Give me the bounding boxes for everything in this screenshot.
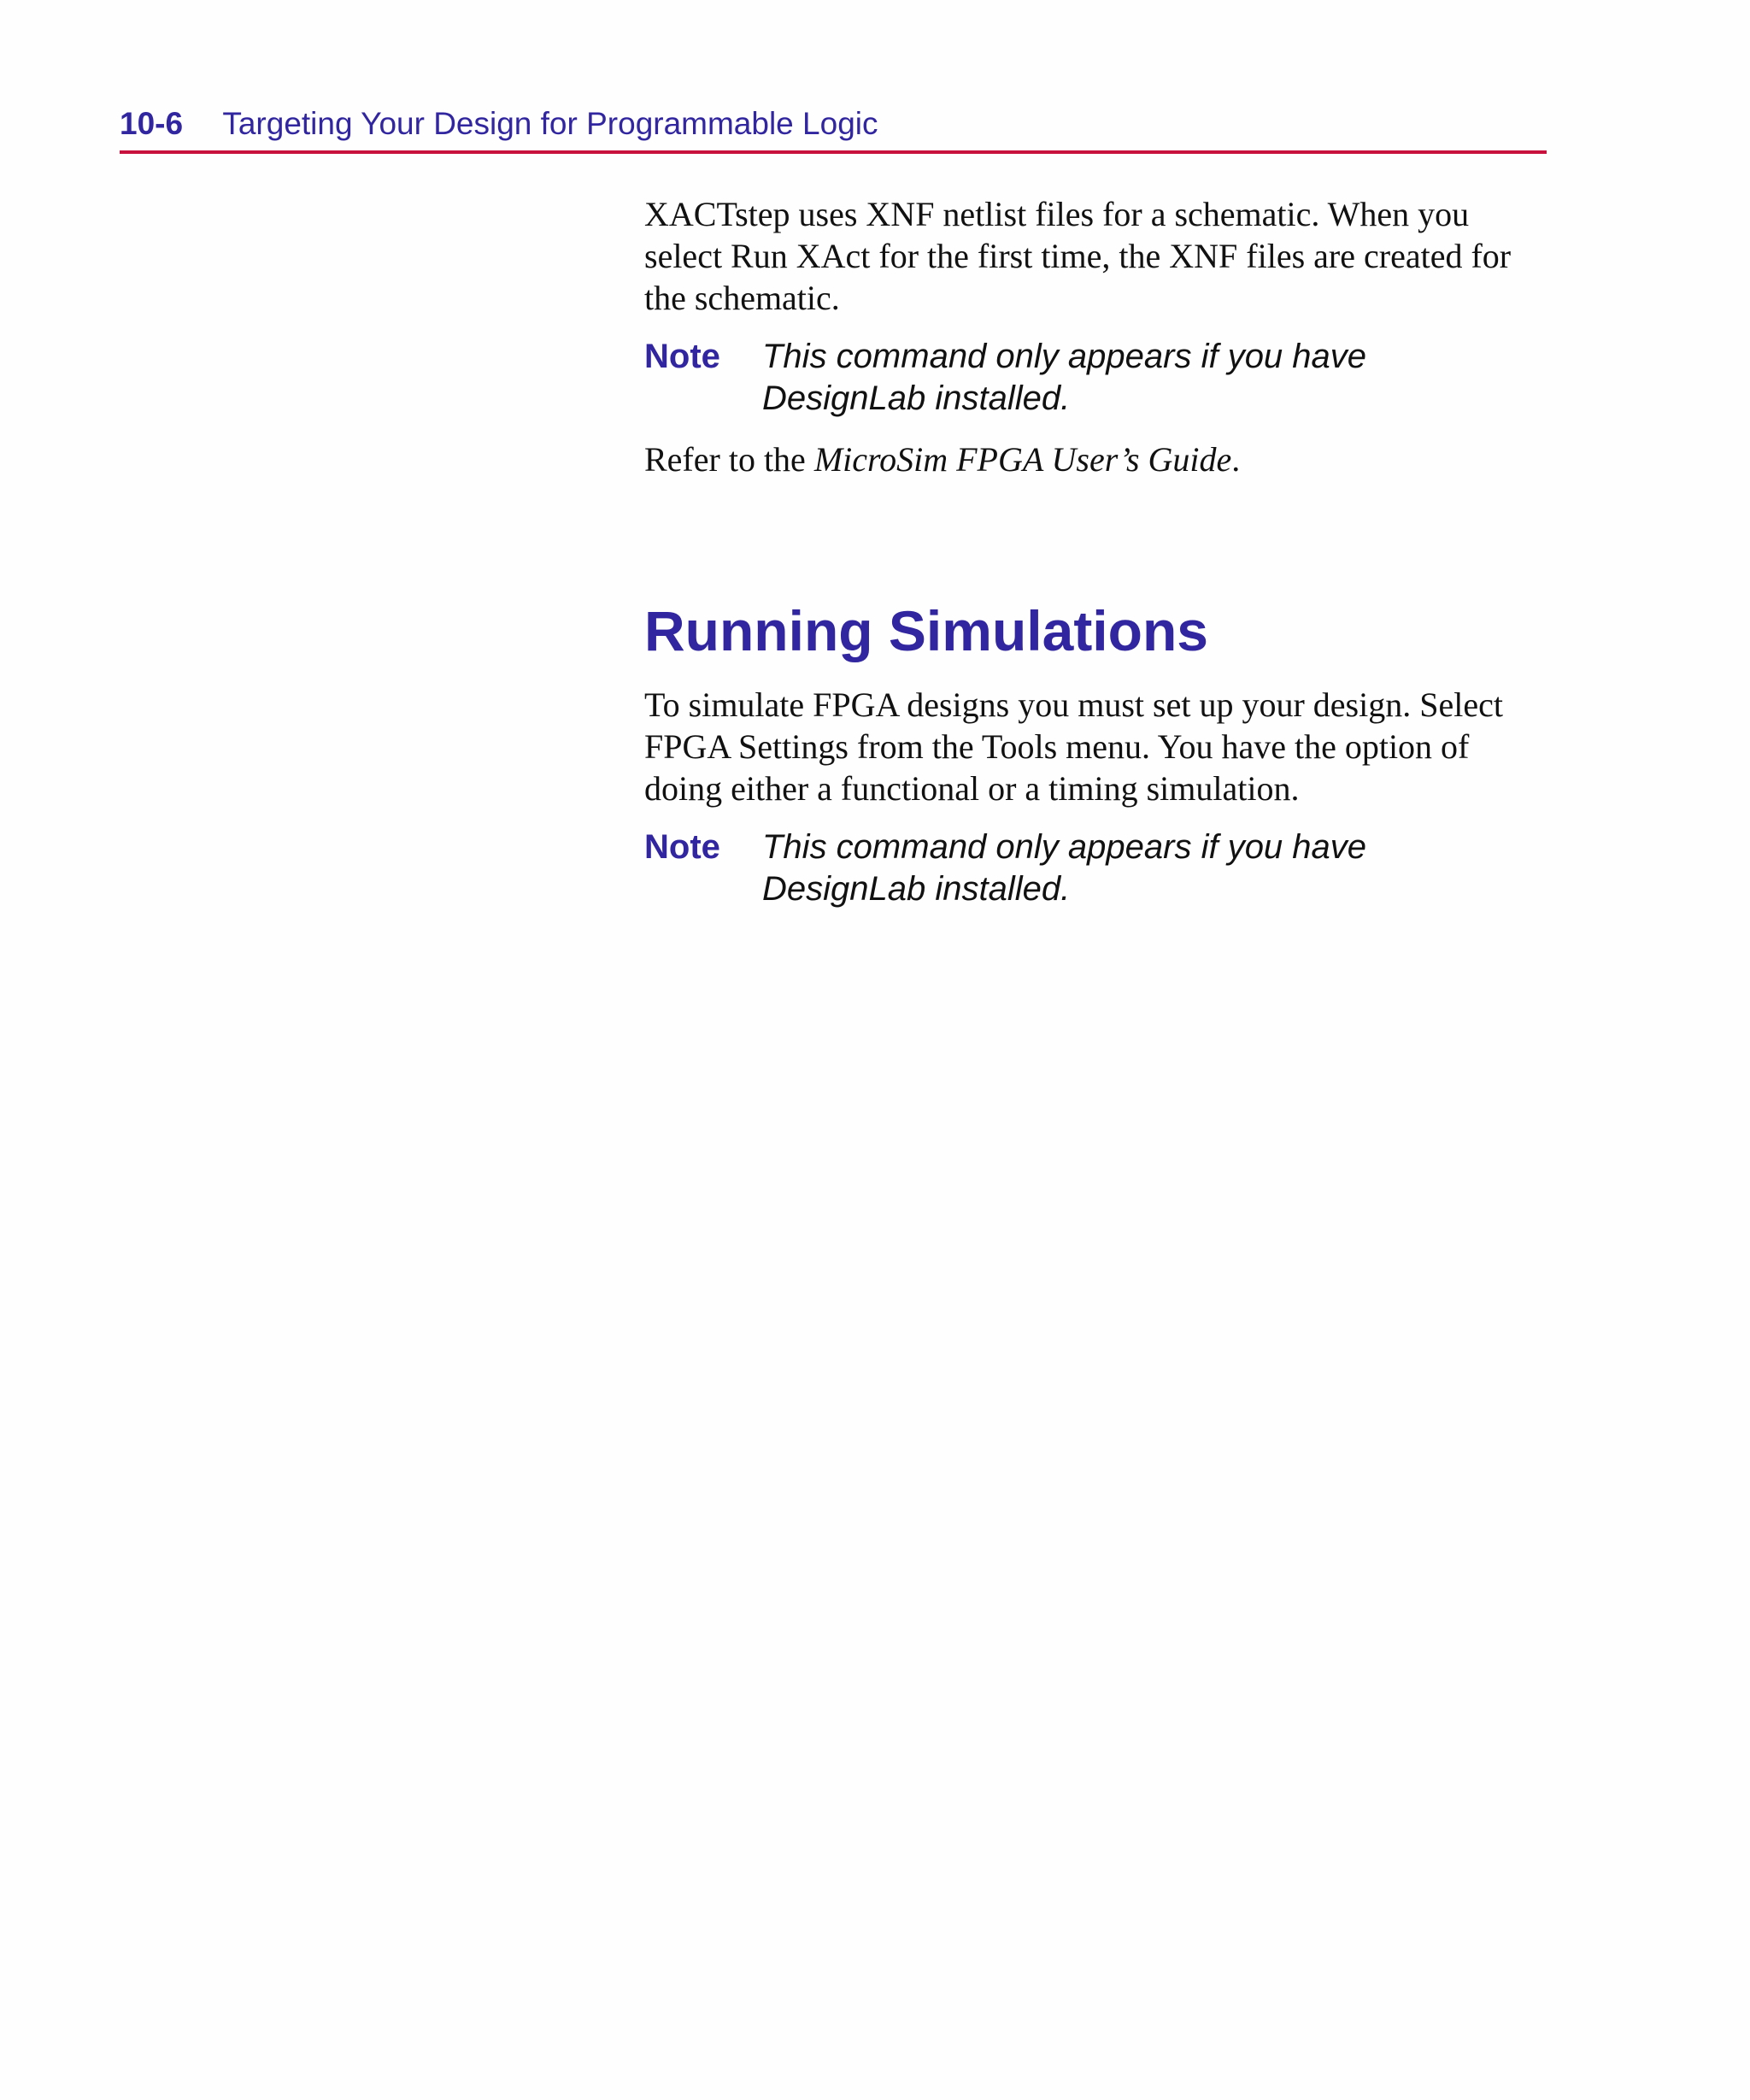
chapter-title: Targeting Your Design for Programmable Logic	[222, 106, 878, 141]
note-block	[644, 826, 1550, 910]
note-label: Note	[644, 338, 720, 375]
main-content	[644, 193, 1550, 910]
reference-title: MicroSim FPGA User’s Guide	[813, 440, 1232, 479]
note-text: This command only appears if you have DesignLab installed.	[762, 828, 1367, 908]
note-text: This command only appears if you have DesignLab installed.	[762, 338, 1367, 417]
section-heading: Running Simulations	[644, 599, 1208, 662]
note-block	[644, 336, 1550, 420]
reference-suffix: .	[1231, 440, 1241, 479]
page-header	[120, 106, 1547, 154]
section-paragraph: To simulate FPGA designs you must set up your design. Select FPGA Settings from the Tools menu. You have the option of doing either a functional or a timing simulation.	[644, 685, 1503, 808]
reference-paragraph	[644, 438, 1550, 480]
note-label: Note	[644, 828, 720, 866]
page-number: 10-6	[120, 106, 184, 141]
reference-prefix: Refer to the	[644, 440, 814, 479]
intro-paragraph: XACTstep uses XNF netlist files for a schematic. When you select Run XAct for the first time, the XNF files are created for the schematic.	[644, 195, 1512, 317]
